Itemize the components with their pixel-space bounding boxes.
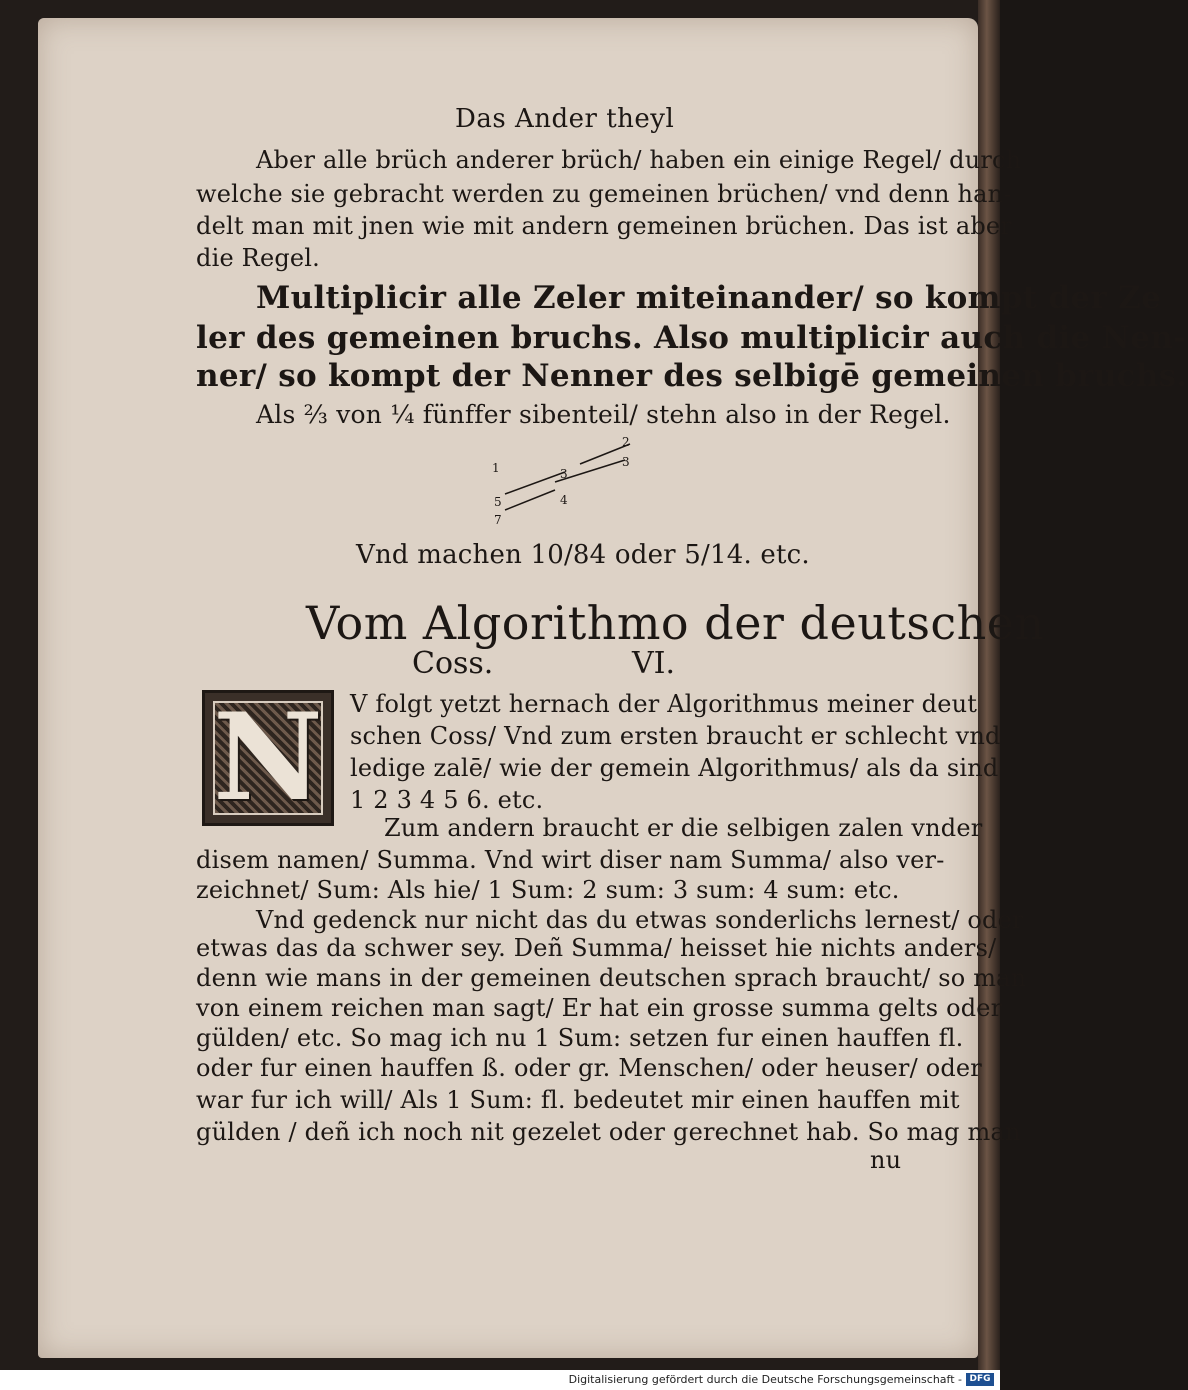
para3-line-3: zeichnet/ Sum: Als hie/ 1 Sum: 2 sum: 3 sum: 4 sum: etc. <box>196 876 900 904</box>
diagram-label-1: 1 <box>492 461 500 475</box>
diagram-label-2: 2 <box>622 435 630 449</box>
page-header: Das Ander theyl <box>455 104 675 134</box>
dfg-logo: DFG <box>966 1373 994 1386</box>
para3-line-6: denn wie mans in der gemeinen deutschen sprach braucht/ so man <box>196 964 1027 992</box>
footer-credit: Digitalisierung gefördert durch die Deutsche Forschungsgemeinschaft - <box>568 1373 962 1386</box>
diagram-label-5: 5 <box>494 495 502 509</box>
rule-line-3: ner/ so kompt der Nenner des selbigē gemeinen bruchs. <box>196 358 1188 394</box>
para3-line-10: war fur ich will/ Als 1 Sum: fl. bedeutet mir einen hauffen mit <box>196 1086 960 1114</box>
para1-line-2: welche sie gebracht werden zu gemeinen brüchen/ vnd denn han- <box>196 180 1012 208</box>
para3-line-5: etwas das da schwer sey. Deñ Summa/ heisset hie nichts anders/ <box>196 934 997 962</box>
rule-line-2: ler des gemeinen bruchs. Also multiplicir auch die Nen- <box>196 320 1187 356</box>
rule-line-1: Multiplicir alle Zeler miteinander/ so kompt der Ze <box>256 280 1162 316</box>
para3-line-2: disem namen/ Summa. Vnd wirt diser nam Summa/ also ver- <box>196 846 945 874</box>
diagram-label-3b: 3 <box>560 467 568 481</box>
footer-bar <box>0 1370 1000 1390</box>
para3-line-11: gülden / deñ ich noch nit gezelet oder gerechnet hab. So mag man <box>196 1118 1021 1146</box>
section-subtitle-coss: Coss. <box>412 646 494 681</box>
diagram-label-3a: 3 <box>622 455 630 469</box>
example-line: Als ⅔ von ¼ fünffer sibenteil/ stehn also in der Regel. <box>256 400 951 429</box>
para2-line-3: ledige zalē/ wie der gemein Algorithmus/ als da sind <box>350 754 999 782</box>
para3-line-8: gülden/ etc. So mag ich nu 1 Sum: setzen fur einen hauffen fl. <box>196 1024 964 1052</box>
section-title: Vom Algorithmo der deutschen <box>306 596 1045 650</box>
diagram-label-7: 7 <box>494 513 502 527</box>
result-line: Vnd machen 10/84 oder 5/14. etc. <box>356 540 810 570</box>
para2-line-4: 1 2 3 4 5 6. etc. <box>350 786 544 814</box>
diagram-line-lower <box>505 472 565 494</box>
para3-line-9: oder fur einen hauffen ß. oder gr. Menschen/ oder heuser/ oder <box>196 1054 982 1082</box>
section-number: VI. <box>632 646 676 681</box>
catchword: nu <box>870 1146 902 1174</box>
para3-line-4: Vnd gedenck nur nicht das du etwas sonderlichs lernest/ oder <box>256 906 1024 934</box>
para2-line-2: schen Coss/ Vnd zum ersten braucht er schlecht vnd <box>350 722 1001 750</box>
initial-letter: N <box>213 687 323 828</box>
diagram-label-4: 4 <box>560 493 568 507</box>
para1-line-3: delt man mit jnen wie mit andern gemeinen brüchen. Das ist aber <box>196 212 1012 240</box>
para1-line-1: Aber alle brüch anderer brüch/ haben ein einige Regel/ durch <box>256 146 1022 174</box>
para2-line-1: V folgt yetzt hernach der Algorithmus meiner deut <box>350 690 978 718</box>
fraction-rule-diagram <box>480 432 660 532</box>
para3-line-7: von einem reichen man sagt/ Er hat ein grosse summa gelts oder <box>196 994 1003 1022</box>
diagram-line-bottom <box>505 490 555 510</box>
para3-line-1: Zum andern braucht er die selbigen zalen vnder <box>384 814 983 842</box>
para1-line-4: die Regel. <box>196 244 321 272</box>
decorated-initial <box>202 687 334 828</box>
